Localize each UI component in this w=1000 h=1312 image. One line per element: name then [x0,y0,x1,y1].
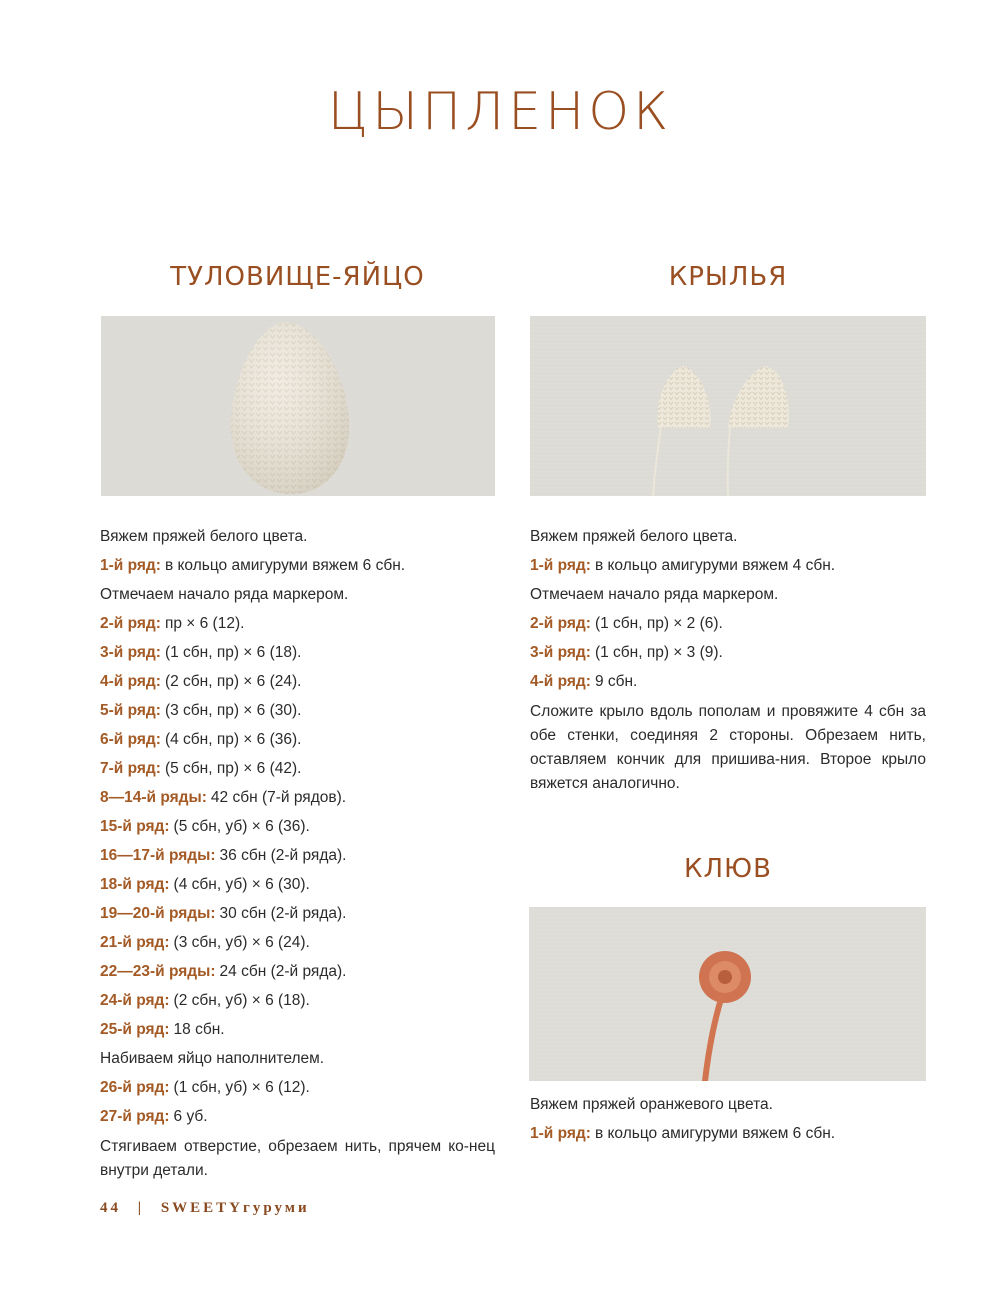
row-label: 4-й ряд: [100,673,161,690]
row-label: 22—23-й ряды: [100,963,216,980]
row-label: 21-й ряд: [100,934,170,951]
instruction-row [100,1015,495,1044]
row-text: 30 сбн (2-й ряда). [219,905,347,922]
instruction-row [100,870,495,899]
row-label: 3-й ряд: [100,644,161,661]
row-text: (1 сбн, уб) × 6 (12). [173,1079,310,1096]
row-text: в кольцо амигуруми вяжем 4 сбн. [594,557,836,574]
beak-rows-list [530,1119,926,1148]
photo-beak [529,907,926,1081]
row-text: Набиваем яйцо наполнителем. [100,1050,325,1067]
row-label: 3-й ряд: [530,644,591,661]
body-outro: Стягиваем отверстие, обрезаем нить, прячем ко-нец внутри детали. [100,1138,495,1179]
instruction-row [100,957,495,986]
row-label: 2-й ряд: [530,615,591,632]
instruction-row [100,783,495,812]
instruction-row [100,580,495,609]
instruction-row [100,928,495,957]
body-intro: Вяжем пряжей белого цвета. [100,528,308,545]
photo-body-egg [101,316,495,496]
beak-instructions [530,1090,926,1148]
instruction-row [100,986,495,1015]
body-instructions [100,522,495,1183]
row-label: 1-й ряд: [100,557,161,574]
instruction-row [100,754,495,783]
row-label: 18-й ряд: [100,876,170,893]
instruction-row [100,899,495,928]
row-label: 1-й ряд: [530,557,591,574]
row-label: 8—14-й ряды: [100,789,207,806]
row-text: пр × 6 (12). [164,615,245,632]
instruction-row [100,1044,495,1073]
instruction-row [100,812,495,841]
instruction-row [100,609,495,638]
row-label: 7-й ряд: [100,760,161,777]
row-label: 16—17-й ряды: [100,847,216,864]
beak-intro: Вяжем пряжей оранжевого цвета. [530,1096,773,1113]
row-text: 9 сбн. [594,673,638,690]
row-text: в кольцо амигуруми вяжем 6 сбн. [594,1125,836,1142]
row-label: 24-й ряд: [100,992,170,1009]
row-text: (5 сбн, пр) × 6 (42). [164,760,302,777]
row-label: 19—20-й ряды: [100,905,216,922]
page-title: ЦЫПЛЕНОК [327,82,673,142]
instruction-row [530,667,926,696]
row-text: 18 сбн. [173,1021,225,1038]
wings-instructions [530,522,926,796]
row-text: (5 сбн, уб) × 6 (36). [173,818,310,835]
row-label: 6-й ряд: [100,731,161,748]
instruction-row [100,551,495,580]
row-label: 2-й ряд: [100,615,161,632]
row-text: 6 уб. [173,1108,208,1125]
instruction-row [100,725,495,754]
row-label: 26-й ряд: [100,1079,170,1096]
instruction-row [100,638,495,667]
row-text: (1 сбн, пр) × 2 (6). [594,615,723,632]
row-label: 27-й ряд: [100,1108,170,1125]
instruction-row [100,667,495,696]
row-label: 25-й ряд: [100,1021,170,1038]
row-text: 42 сбн (7-й рядов). [210,789,347,806]
row-text: (3 сбн, уб) × 6 (24). [173,934,310,951]
row-text: (3 сбн, пр) × 6 (30). [164,702,302,719]
instruction-row [530,609,926,638]
wings-rows-list [530,551,926,696]
row-label: 15-й ряд: [100,818,170,835]
instruction-row [100,696,495,725]
row-text: 24 сбн (2-й ряда). [219,963,347,980]
instruction-row [530,1119,926,1148]
section-heading-body: ТУЛОВИЩЕ-ЯЙЦО [170,262,425,292]
row-text: (4 сбн, пр) × 6 (36). [164,731,302,748]
row-text: (1 сбн, пр) × 3 (9). [594,644,723,661]
photo-wings [530,316,926,496]
page-number: 44 [100,1200,121,1216]
row-text: (4 сбн, уб) × 6 (30). [173,876,310,893]
row-text: (1 сбн, пр) × 6 (18). [164,644,302,661]
row-text: Отмечаем начало ряда маркером. [100,586,349,603]
instruction-row [530,638,926,667]
page-footer [100,1200,310,1217]
row-text: Отмечаем начало ряда маркером. [530,586,779,603]
row-text: (2 сбн, пр) × 6 (24). [164,673,302,690]
instruction-row [530,580,926,609]
footer-separator: | [137,1200,145,1216]
row-label: 1-й ряд: [530,1125,591,1142]
section-heading-wings: КРЫЛЬЯ [668,262,788,292]
instruction-row [530,551,926,580]
instruction-row [100,841,495,870]
wings-outro: Сложите крыло вдоль пополам и провяжите 4 сбн за обе стенки, соединяя 2 стороны. Обрезаем нить, оставляем кончик для пришива-ния. Второе крыло вяжется аналогично. [530,703,926,792]
instruction-row [100,1073,495,1102]
row-text: 36 сбн (2-й ряда). [219,847,347,864]
row-label: 5-й ряд: [100,702,161,719]
instruction-row [100,1102,495,1131]
wings-intro: Вяжем пряжей белого цвета. [530,528,738,545]
footer-brand: SWEETYгуруми [160,1200,310,1216]
row-label: 4-й ряд: [530,673,591,690]
row-text: в кольцо амигуруми вяжем 6 сбн. [164,557,406,574]
row-text: (2 сбн, уб) × 6 (18). [173,992,310,1009]
section-heading-beak: КЛЮВ [684,854,772,884]
body-rows-list [100,551,495,1131]
